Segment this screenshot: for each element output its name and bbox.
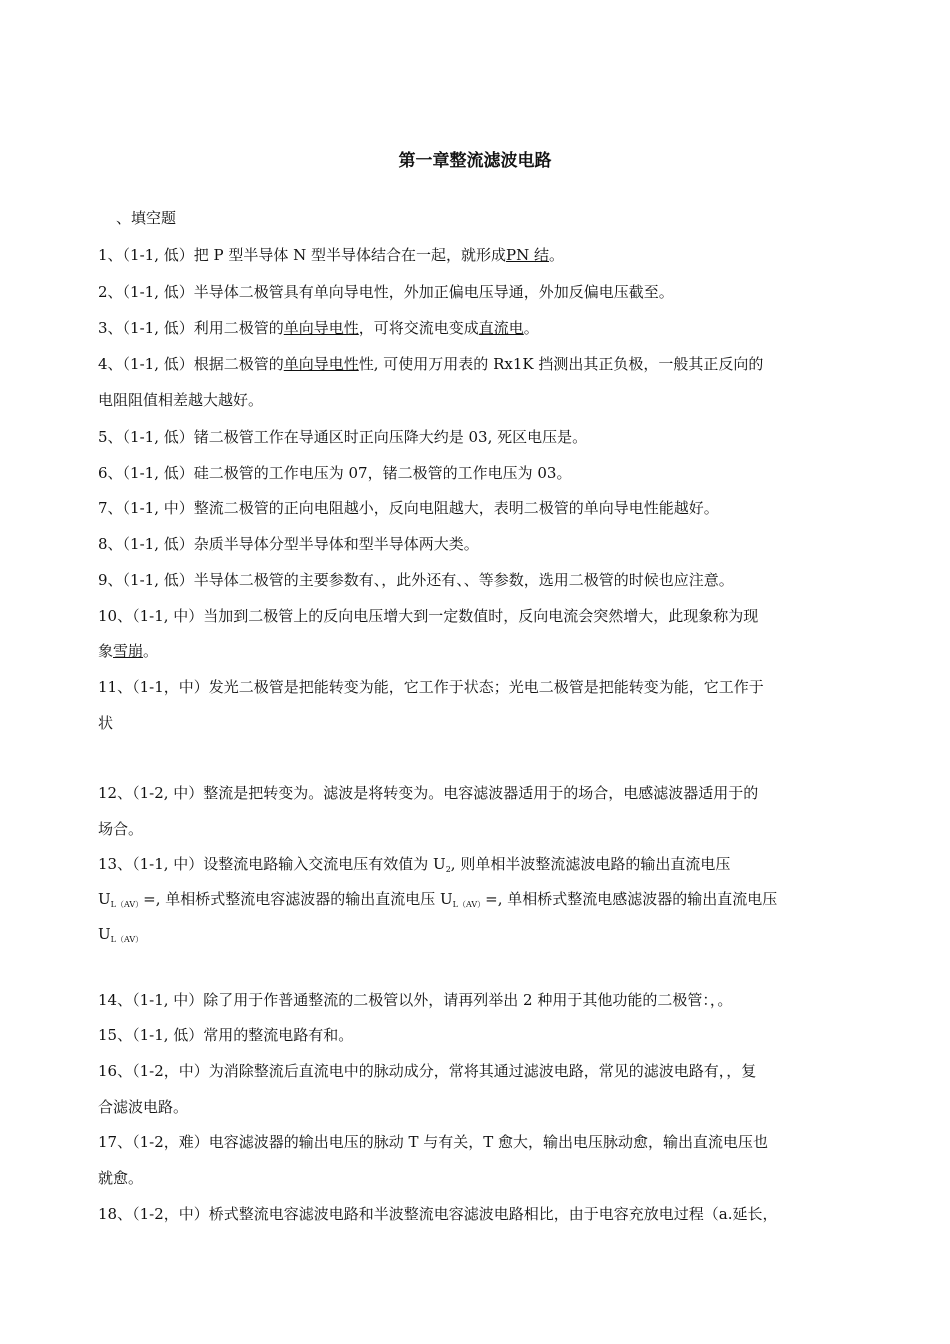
question-11: 11、（1-1，中）发光二极管是把能转变为能，它工作于状态；光电二极管是把能转变为能，它工作于 (98, 678, 764, 696)
question-2: 2、（1-1, 低）半导体二极管具有单向导电性，外加正偏电压导通，外加反偏电压截至。 (98, 283, 674, 301)
question-13-cont2: $U_{L(AV)}$ (98, 925, 144, 944)
question-12: 12、（1-2, 中）整流是把转变为。滤波是将转变为。电容滤波器适用于的场合，电感滤波器适用于的 (98, 784, 759, 802)
answer-blank: 雪崩 (113, 642, 144, 660)
question-13-cont: $U_{L(AV)}=$, 单相桥式整流电容滤波器的输出直流电压 $U_{L(AV)}=$, 单相桥式整流电感滤波器的输出直流电压 (98, 890, 778, 909)
question-4: 4、（1-1, 低）根据二极管的单向导电性性, 可使用万用表的 Rx1K 挡测出其正负极，一般其正反向的 (98, 355, 764, 373)
question-4-cont: 电阻阻值相差越大越好。 (98, 391, 264, 409)
question-12-cont: 场合。 (98, 820, 144, 838)
question-16-cont: 合滤波电路。 (98, 1098, 189, 1116)
question-13: 13、（1-1, 中）设整流电路输入交流电压有效值为 $U_2$, 则单相半波整流滤波电路的输出直流电压 (98, 855, 731, 874)
answer-blank: 单向导电性 (283, 319, 359, 337)
question-14: 14、（1-1, 中）除了用于作普通整流的二极管以外，请再列举出 2 种用于其他功能的二极管：，。 (98, 991, 733, 1009)
question-6: 6、（1-1, 低）硅二极管的工作电压为 07，锗二极管的工作电压为 03。 (98, 464, 572, 482)
chapter-title: 第一章整流滤波电路 (398, 151, 552, 171)
question-18: 18、（1-2，中）桥式整流电容滤波电路和半波整流电容滤波电路相比，由于电容充放电过程（a.延长， (98, 1205, 778, 1223)
question-17-cont: 就愈。 (98, 1169, 144, 1187)
answer-blank: 直流电 (478, 319, 524, 337)
answer-blank: 单向导电性 (283, 355, 359, 373)
question-11-cont: 状 (98, 714, 114, 732)
question-15: 15、（1-1, 低）常用的整流电路有和。 (98, 1026, 354, 1044)
question-1: 1、（1-1, 低）把 P 型半导体 N 型半导体结合在一起，就形成PN 结。 (98, 246, 565, 264)
question-5: 5、（1-1, 低）锗二极管工作在导通区时正向压降大约是 03, 死区电压是。 (98, 428, 588, 446)
question-10-cont: 象雪崩。 (98, 642, 159, 660)
question-9: 9、（1-1, 低）半导体二极管的主要参数有、，此外还有、、等参数，选用二极管的时候也应注意。 (98, 571, 734, 589)
question-17: 17、（1-2，难）电容滤波器的输出电压的脉动 T 与有关，T 愈大，输出电压脉动愈，输出直流电压也 (98, 1133, 769, 1151)
question-3: 3、（1-1, 低）利用二极管的单向导电性，可将交流电变成直流电。 (98, 319, 539, 337)
question-8: 8、（1-1, 低）杂质半导体分型半导体和型半导体两大类。 (98, 535, 479, 553)
question-7: 7、（1-1, 中）整流二极管的正向电阻越小，反向电阻越大，表明二极管的单向导电性能越好。 (98, 499, 719, 517)
question-10: 10、（1-1, 中）当加到二极管上的反向电压增大到一定数值时，反向电流会突然增大，此现象称为现 (98, 607, 759, 625)
question-16: 16、（1-2，中）为消除整流后直流电中的脉动成分，常将其通过滤波电路，常见的滤波电路有，，复 (98, 1062, 757, 1080)
section-heading: 、填空题 (116, 209, 177, 227)
answer-blank: PN 结 (506, 246, 550, 264)
